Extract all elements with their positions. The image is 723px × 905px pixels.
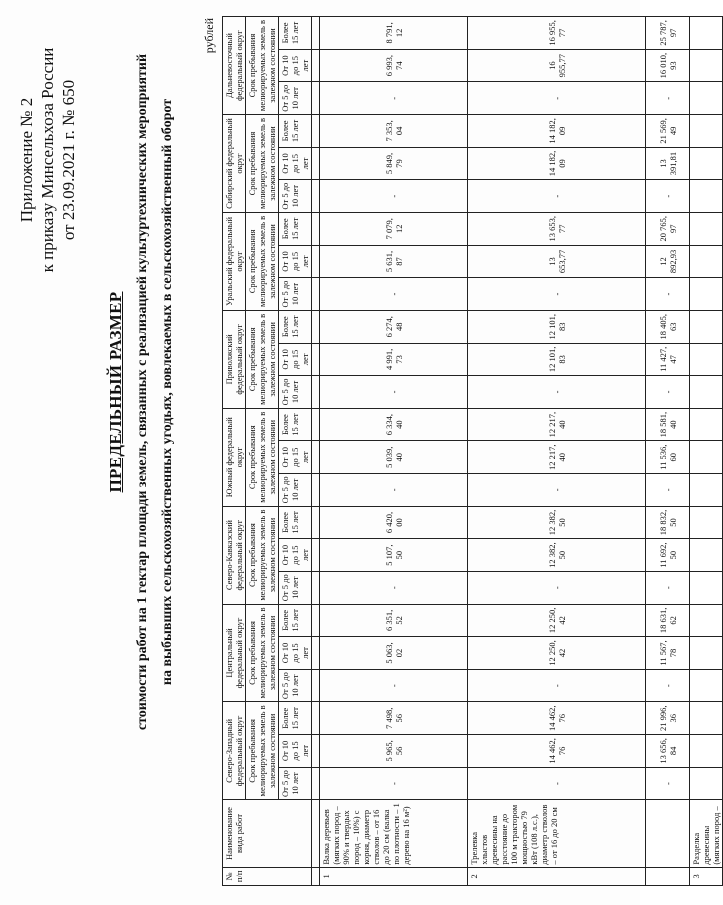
price-cell: - xyxy=(468,767,646,800)
table-row xyxy=(468,17,646,886)
price-cell xyxy=(690,637,723,670)
price-cell: - xyxy=(320,82,468,115)
price-cell xyxy=(312,17,320,50)
price-cell: 16 955, 77 xyxy=(468,17,646,50)
price-cell xyxy=(690,702,723,735)
price-cell: 18 631, 62 xyxy=(646,604,690,637)
document-title: ПРЕДЕЛЬНЫЙ РАЗМЕР xyxy=(106,291,125,493)
price-cell xyxy=(690,180,723,213)
price-cell xyxy=(690,767,723,800)
price-cell xyxy=(312,147,320,180)
price-cell xyxy=(312,180,320,213)
column-header-term: От 5 до 10 лет xyxy=(279,376,312,409)
appendix-line-3: от 23.09.2021 г. № 650 xyxy=(59,79,78,241)
price-cell: 18 581, 40 xyxy=(646,408,690,441)
price-cell xyxy=(312,669,320,702)
column-header-work-type: Наименование вида работ xyxy=(223,800,312,867)
price-cell: 6 420, 00 xyxy=(320,506,468,539)
row-work-name: Трелевка хлыстов древесины на расстояние до 100 м трактором мощностью 79 кВт (108 л.с.), диаметр стволов – от 16 до 20 см xyxy=(468,800,646,867)
price-cell xyxy=(312,82,320,115)
price-cell xyxy=(690,408,723,441)
price-cell xyxy=(312,278,320,311)
price-cell: - xyxy=(646,669,690,702)
price-cell xyxy=(312,212,320,245)
price-cell: - xyxy=(320,180,468,213)
price-cell: - xyxy=(320,767,468,800)
price-cell: 7 353, 04 xyxy=(320,115,468,148)
price-cell xyxy=(690,474,723,507)
price-cell: 21 569, 49 xyxy=(646,115,690,148)
price-cell xyxy=(690,604,723,637)
price-cell: 6 351, 52 xyxy=(320,604,468,637)
price-cell: 12 217, 40 xyxy=(468,408,646,441)
price-cell: 12 382, 50 xyxy=(468,539,646,572)
header-row-terms xyxy=(279,17,312,886)
price-cell xyxy=(690,49,723,82)
price-cell: 7 498, 56 xyxy=(320,702,468,735)
price-cell: 5 965, 56 xyxy=(320,735,468,768)
price-cell: 16 955,77 xyxy=(468,49,646,82)
price-cell: 12 101, 83 xyxy=(468,310,646,343)
price-cell: 13 653, 77 xyxy=(468,212,646,245)
column-header-district: Центральный федеральный округ xyxy=(223,604,246,702)
price-cell: - xyxy=(646,82,690,115)
price-cell xyxy=(312,604,320,637)
column-header-term: От 5 до 10 лет xyxy=(279,571,312,604)
price-cell: - xyxy=(646,571,690,604)
column-header-term: От 10 до 15 лет xyxy=(279,245,312,278)
price-cell: 12 217, 40 xyxy=(468,441,646,474)
column-header-district: Сибирский федеральный округ xyxy=(223,115,246,213)
price-cell: - xyxy=(320,669,468,702)
appendix-line-2: к приказу Минсельхоза России xyxy=(38,47,57,273)
appendix-line-1: Приложение № 2 xyxy=(17,97,36,223)
price-cell: 14 182, 09 xyxy=(468,147,646,180)
price-cell: - xyxy=(468,82,646,115)
row-work-name: Валка деревьев (мягких пород – 90% и твердых пород – 10%) с корня, диаметр стволов – от 16 до 20 см (валка по плотности – 1 дерево на 16 м²) xyxy=(320,800,468,867)
column-header-number: № п/п xyxy=(223,867,312,885)
price-cell: 14 462, 76 xyxy=(468,702,646,735)
column-header-district: Северо-Западный федеральный округ xyxy=(223,702,246,800)
price-cell: 25 787, 97 xyxy=(646,17,690,50)
price-cell xyxy=(312,115,320,148)
price-cell: - xyxy=(646,767,690,800)
price-cell: - xyxy=(320,474,468,507)
price-cell xyxy=(312,343,320,376)
price-cell: 5 063, 02 xyxy=(320,637,468,670)
column-header-term: От 5 до 10 лет xyxy=(279,767,312,800)
rotated-sheet xyxy=(4,12,721,892)
price-cell xyxy=(690,669,723,702)
price-cell xyxy=(690,147,723,180)
column-header-term: От 5 до 10 лет xyxy=(279,82,312,115)
price-cell xyxy=(690,539,723,572)
price-cell xyxy=(312,735,320,768)
price-cell: 6 274, 48 xyxy=(320,310,468,343)
price-cell: 11 427, 47 xyxy=(646,343,690,376)
column-header-term: От 5 до 10 лет xyxy=(279,278,312,311)
price-table xyxy=(222,16,723,886)
price-cell: 16 010, 93 xyxy=(646,49,690,82)
column-header-term: От 5 до 10 лет xyxy=(279,669,312,702)
price-cell: 13 653,77 xyxy=(468,245,646,278)
column-header-term: От 10 до 15 лет xyxy=(279,539,312,572)
row-number xyxy=(646,867,690,885)
row-number xyxy=(312,867,320,885)
row-number: 3 xyxy=(690,867,723,885)
column-header-term-label: Срок пребывания мелиорируемых земель в залежном состоянии xyxy=(246,115,279,213)
price-cell: 12 101, 83 xyxy=(468,343,646,376)
column-header-term: Более 15 лет xyxy=(279,212,312,245)
appendix-header xyxy=(16,30,79,290)
document-subtitle-2: на выбывших сельскохозяйственных угодьях, вовлекаемых в сельскохозяйственный оборот xyxy=(160,98,175,686)
price-cell: 12 250, 42 xyxy=(468,637,646,670)
price-cell: 12 382, 50 xyxy=(468,506,646,539)
price-cell: 7 079, 12 xyxy=(320,212,468,245)
price-cell xyxy=(312,441,320,474)
price-cell xyxy=(690,245,723,278)
price-cell xyxy=(690,212,723,245)
column-header-term: От 10 до 15 лет xyxy=(279,147,312,180)
column-header-term-label: Срок пребывания мелиорируемых земель в залежном состоянии xyxy=(246,702,279,800)
table-row xyxy=(320,17,468,886)
price-cell: 12 892,93 xyxy=(646,245,690,278)
price-cell xyxy=(690,735,723,768)
price-cell: 5 039, 40 xyxy=(320,441,468,474)
column-header-district: Южный федеральный округ xyxy=(223,408,246,506)
column-header-term-label: Срок пребывания мелиорируемых земель в залежном состоянии xyxy=(246,408,279,506)
column-header-term: Более 15 лет xyxy=(279,310,312,343)
price-cell: 6 993, 74 xyxy=(320,49,468,82)
column-header-term: Более 15 лет xyxy=(279,604,312,637)
price-cell xyxy=(690,278,723,311)
column-header-term-label: Срок пребывания мелиорируемых земель в залежном состоянии xyxy=(246,310,279,408)
price-cell xyxy=(690,376,723,409)
price-cell: - xyxy=(468,571,646,604)
table-row xyxy=(646,17,690,886)
price-cell: 11 692, 50 xyxy=(646,539,690,572)
price-cell xyxy=(690,310,723,343)
column-header-district: Северо-Кавказский федеральный округ xyxy=(223,506,246,604)
price-cell xyxy=(690,17,723,50)
column-header-term: От 10 до 15 лет xyxy=(279,735,312,768)
column-header-district: Уральский федеральный округ xyxy=(223,212,246,310)
row-work-name xyxy=(312,800,320,867)
price-cell: - xyxy=(646,180,690,213)
price-cell xyxy=(690,115,723,148)
price-cell xyxy=(690,82,723,115)
document-subtitle-1: стоимости работ на 1 гектар площади земель, связанных с реализацией культуртехнических мероприятий xyxy=(135,53,150,731)
price-cell xyxy=(312,474,320,507)
column-header-term: Более 15 лет xyxy=(279,408,312,441)
column-header-term-label: Срок пребывания мелиорируемых земель в залежном состоянии xyxy=(246,17,279,115)
price-cell: 6 334, 40 xyxy=(320,408,468,441)
column-header-term-label: Срок пребывания мелиорируемых земель в залежном состоянии xyxy=(246,212,279,310)
price-cell xyxy=(312,702,320,735)
column-header-term: От 10 до 15 лет xyxy=(279,637,312,670)
document-title-block xyxy=(106,32,176,752)
price-cell xyxy=(312,506,320,539)
column-header-term-label: Срок пребывания мелиорируемых земель в залежном состоянии xyxy=(246,604,279,702)
header-row-districts xyxy=(223,17,246,886)
column-header-district: Дальневосточный федеральный округ xyxy=(223,17,246,115)
table-row xyxy=(312,17,320,886)
price-cell xyxy=(312,637,320,670)
table-row xyxy=(690,17,723,886)
price-cell: - xyxy=(468,474,646,507)
column-header-term: От 5 до 10 лет xyxy=(279,180,312,213)
price-cell xyxy=(312,310,320,343)
price-cell: - xyxy=(468,669,646,702)
row-number: 2 xyxy=(468,867,646,885)
column-header-term: От 5 до 10 лет xyxy=(279,474,312,507)
price-cell: 4 991, 73 xyxy=(320,343,468,376)
price-cell: 20 765, 97 xyxy=(646,212,690,245)
price-cell xyxy=(312,767,320,800)
price-cell: 5 107, 50 xyxy=(320,539,468,572)
price-cell: 18 405, 63 xyxy=(646,310,690,343)
price-cell: - xyxy=(320,376,468,409)
price-cell xyxy=(312,408,320,441)
price-cell xyxy=(690,506,723,539)
price-cell: 5 631, 87 xyxy=(320,245,468,278)
column-header-term: Более 15 лет xyxy=(279,115,312,148)
price-cell: - xyxy=(646,474,690,507)
price-cell xyxy=(690,343,723,376)
price-cell: 8 791, 12 xyxy=(320,17,468,50)
row-number: 1 xyxy=(320,867,468,885)
price-cell: - xyxy=(320,278,468,311)
price-cell: 13 656, 84 xyxy=(646,735,690,768)
price-cell xyxy=(312,539,320,572)
column-header-term: От 10 до 15 лет xyxy=(279,343,312,376)
price-cell: 13 391,81 xyxy=(646,147,690,180)
price-cell: - xyxy=(468,180,646,213)
price-cell xyxy=(690,441,723,474)
header-row-term-label xyxy=(246,17,279,886)
price-cell xyxy=(690,571,723,604)
price-cell: - xyxy=(320,571,468,604)
price-cell: 11 567, 78 xyxy=(646,637,690,670)
column-header-term: Более 15 лет xyxy=(279,702,312,735)
row-work-name xyxy=(646,800,690,867)
price-cell: - xyxy=(646,278,690,311)
price-cell xyxy=(312,49,320,82)
price-cell xyxy=(312,245,320,278)
column-header-term: Более 15 лет xyxy=(279,506,312,539)
price-cell: 21 996, 36 xyxy=(646,702,690,735)
column-header-term: Более 15 лет xyxy=(279,17,312,50)
column-header-district: Приволжский федеральный округ xyxy=(223,310,246,408)
price-cell: 12 250, 42 xyxy=(468,604,646,637)
column-header-term: От 10 до 15 лет xyxy=(279,49,312,82)
price-cell: 5 849, 79 xyxy=(320,147,468,180)
column-header-term: От 10 до 15 лет xyxy=(279,441,312,474)
price-cell: - xyxy=(468,278,646,311)
row-work-name: Разделка древесины (мягких пород – xyxy=(690,800,723,867)
price-cell xyxy=(312,376,320,409)
unit-label: рублей xyxy=(202,18,216,54)
price-cell: 14 462, 76 xyxy=(468,735,646,768)
price-cell xyxy=(312,571,320,604)
price-cell: 11 536, 60 xyxy=(646,441,690,474)
price-cell: 14 182, 09 xyxy=(468,115,646,148)
column-header-term-label: Срок пребывания мелиорируемых земель в залежном состоянии xyxy=(246,506,279,604)
price-cell: 18 832, 50 xyxy=(646,506,690,539)
price-cell: - xyxy=(646,376,690,409)
price-cell: - xyxy=(468,376,646,409)
